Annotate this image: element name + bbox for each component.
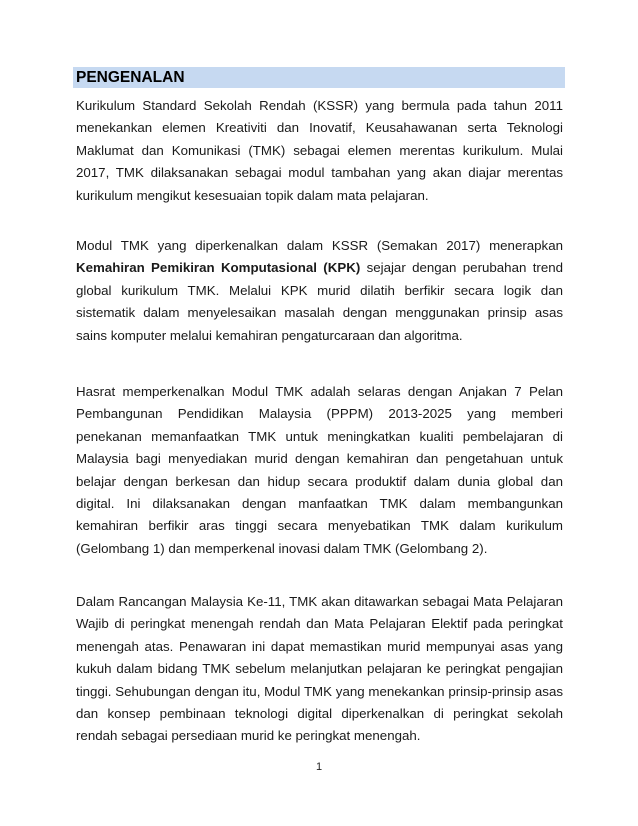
page-number: 1: [315, 761, 323, 773]
paragraph-kpk-bold-term: Kemahiran Pemikiran Komputasional (KPK): [76, 260, 361, 276]
paragraph-kpk: [76, 235, 563, 347]
paragraph-kpk-rest: sejajar dengan perubahan trend global kurikulum TMK. Melalui KPK murid dilatih berfikir secara logik dan sistematik dalam menyelesaikan masalah dengan menggunakan prinsip asas sains komputer melalui kemahiran pengaturcaraan dan algoritma.: [76, 260, 563, 343]
paragraph-kssr-intro: Kurikulum Standard Sekolah Rendah (KSSR) yang bermula pada tahun 2011 menekankan elemen Kreativiti dan Inovatif, Keusahawanan serta Teknologi Maklumat dan Komunikasi (TMK) sebagai elemen merentas kurikulum. Mulai 2017, TMK dilaksanakan sebagai modul tambahan yang akan diajar merentas kurikulum mengikut kesesuaian topik dalam mata pelajaran.: [76, 98, 563, 203]
section-heading: PENGENALAN: [73, 67, 565, 88]
paragraph-kpk-lead: Modul TMK yang diperkenalkan dalam KSSR (Semakan 2017) menerapkan: [76, 238, 563, 253]
paragraph-rmk11: Dalam Rancangan Malaysia Ke-11, TMK akan ditawarkan sebagai Mata Pelajaran Wajib di peringkat menengah rendah dan Mata Pelajaran Elektif pada peringkat menengah atas. Penawaran ini dapat memastikan murid mempunyai asas yang kukuh dalam bidang TMK sebelum melanjutkan pelajaran ke peringkat pengajian tinggi. Sehubungan dengan itu, Modul TMK yang menekankan prinsip-prinsip asas dan konsep pembinaan teknologi digital diperkenalkan di peringkat sekolah rendah sebagai persediaan murid ke peringkat menengah.: [76, 594, 563, 744]
paragraph-pppm: Hasrat memperkenalkan Modul TMK adalah selaras dengan Anjakan 7 Pelan Pembangunan Pendidikan Malaysia (PPPM) 2013-2025 yang memberi penekanan memanfaatkan TMK untuk meningkatkan kualiti pembelajaran di Malaysia bagi menyediakan murid dengan kemahiran dan pengetahuan untuk belajar dengan berkesan dan hidup secara produktif dalam dunia global dan digital. Ini dilaksanakan dengan manfaatkan TMK dalam membangunkan kemahiran berfikir aras tinggi secara menyebatikan TMK dalam kurikulum (Gelombang 1) dan memperkenal inovasi dalam TMK (Gelombang 2).: [76, 384, 563, 556]
